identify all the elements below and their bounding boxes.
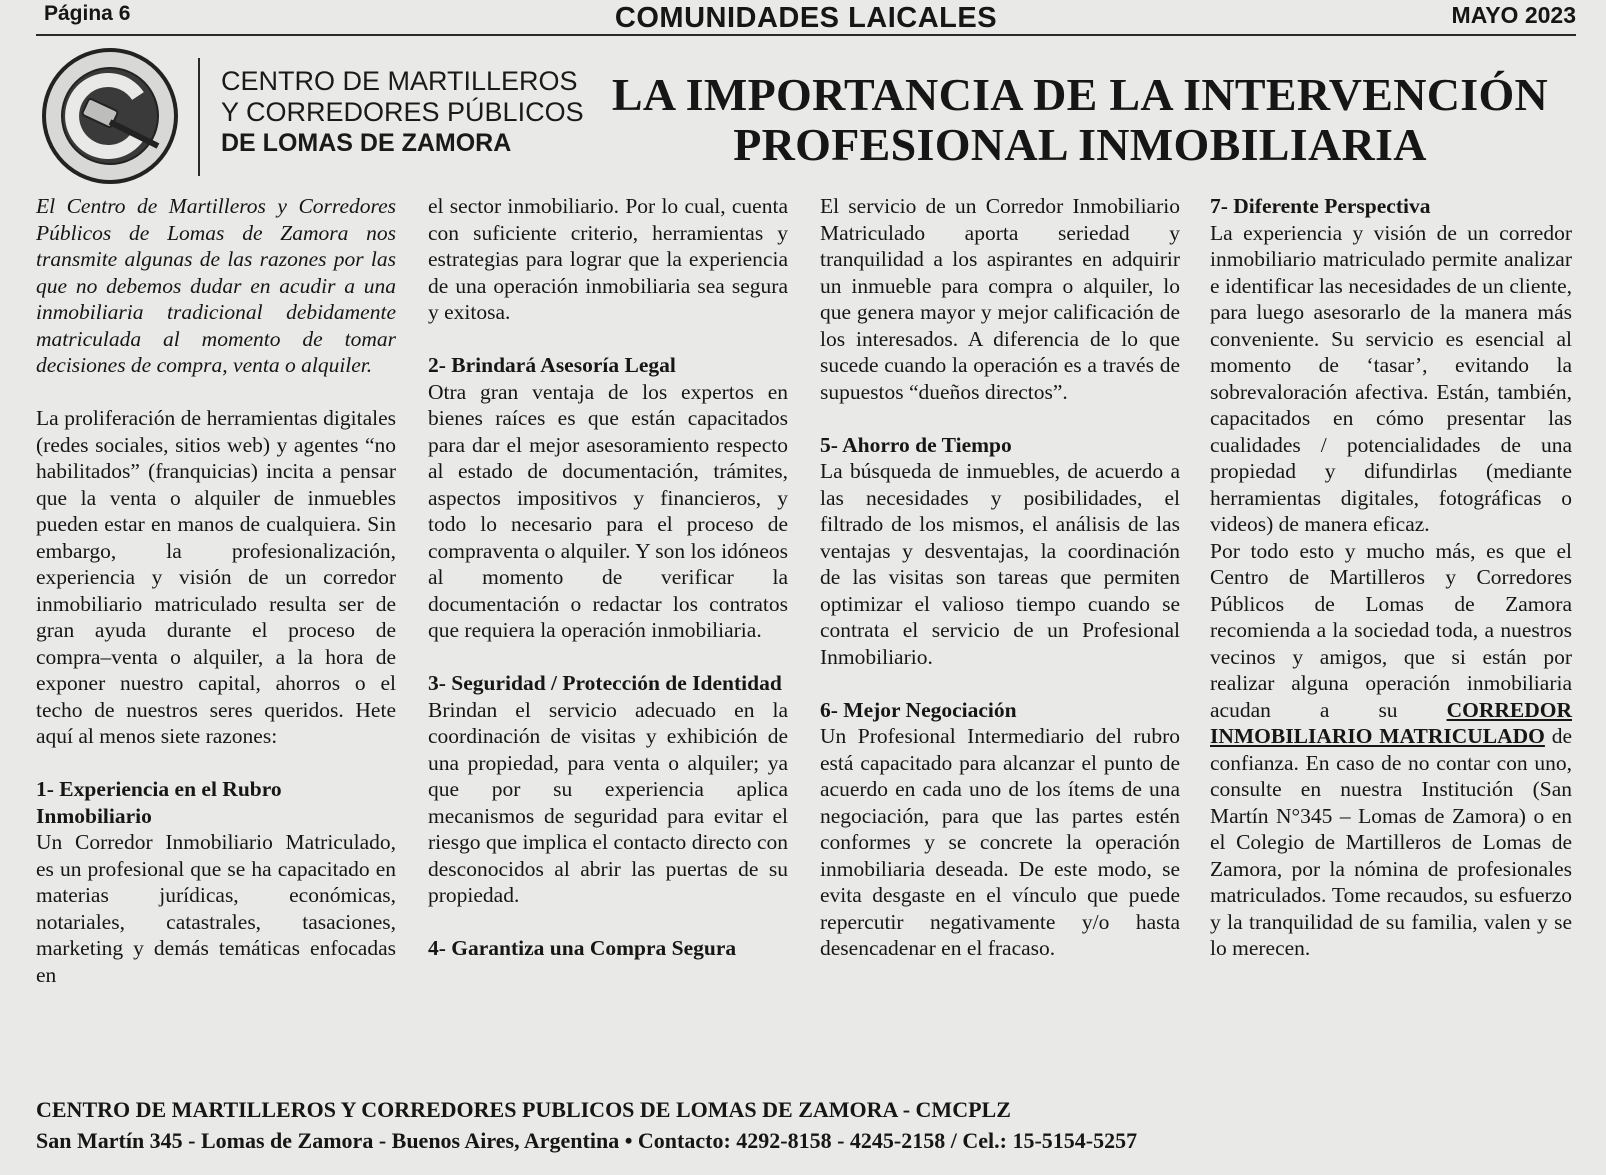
paragraph: Brindan el servicio adecuado en la coordinación de visitas y exhibición de una propiedad, para venta o alquiler; ya que por su experiencia aplica mecanismos de seguridad para evitar el riesgo que implica el contacto directo con desconocidos al abrir las puertas de su propiedad. bbox=[428, 697, 788, 907]
footer-org-line: CENTRO DE MARTILLEROS Y CORREDORES PUBLICOS DE LOMAS DE ZAMORA - CMCPLZ bbox=[36, 1097, 1011, 1122]
page-number: Página 6 bbox=[44, 2, 131, 25]
article-column-2 bbox=[428, 193, 788, 962]
section-heading-2: 2- Brindará Asesoría Legal bbox=[428, 353, 676, 377]
closing-text: de confianza. En caso de no contar con uno, consulte en nuestra Institución (San Martín N°345 – Lomas de Zamora) o en el Colegio de Martilleros de Lomas de Zamora, por la nómina de profesionales matriculados. Tome recaudos, su esfuerzo y la tranquilidad de su familia, valen y se lo merecen. bbox=[1210, 724, 1572, 960]
section-heading-4: 4- Garantiza una Compra Segura bbox=[428, 936, 737, 960]
paragraph: El servicio de un Corredor Inmobiliario Matriculado aporta seriedad y tranquilidad a los aspirantes en adquirir un inmueble para compra o alquiler, lo que genera mayor y mejor calificación de los interesados. A diferencia de lo que sucede cuando la operación es a través de supuestos “dueños directos”. bbox=[820, 194, 1180, 404]
headline-line: PROFESIONAL INMOBILIARIA bbox=[733, 119, 1427, 170]
paragraph: La proliferación de herramientas digitales (redes sociales, sitios web) y agentes “no habilitados” (franquicias) incita a pensar que la venta o alquiler de inmuebles pueden estar en manos de cualquiera. Sin embargo, la profesionalización, experiencia y visión de un corredor inmobiliario matriculado resulta ser de gran ayuda durante el proceso de compra–venta o alquiler, a la hora de exponer nuestro capital, ahorros o el techo de nuestros seres queridos. Hete aquí al menos siete razones: bbox=[36, 406, 396, 748]
article-column-4 bbox=[1210, 193, 1572, 962]
org-line: CENTRO DE MARTILLEROS bbox=[221, 66, 578, 96]
header-divider bbox=[36, 34, 1576, 36]
section-title: COMUNIDADES LAICALES bbox=[614, 2, 998, 34]
org-line: Y CORREDORES PÚBLICOS bbox=[221, 97, 584, 127]
page-footer bbox=[36, 1094, 1576, 1156]
org-line: DE LOMAS DE ZAMORA bbox=[221, 129, 512, 157]
article-headline bbox=[600, 70, 1560, 170]
closing-text: Por todo esto y mucho más, es que el Centro de Martilleros y Corredores Públicos de Lomas de Zamora recomienda a la sociedad toda, a nuestros vecinos y amigos, que si están por realizar alguna operación inmobiliaria acudan a su bbox=[1210, 538, 1572, 722]
closing-paragraph bbox=[1210, 538, 1572, 962]
paragraph: La experiencia y visión de un corredor inmobiliario matriculado permite analizar e identificar las necesidades de un cliente, para luego asesorarlo de la manera más conveniente. Su servicio es esencial al momento de ‘tasar’, evitando la sobrevaloración afectiva. Están, también, capacitados en cómo presentar las cualidades / potencialidades de una propiedad y difundirlas (mediante herramientas digitales, fotográficas o videos) de manera eficaz. bbox=[1210, 220, 1572, 536]
section-heading-3: 3- Seguridad / Protección de Identidad bbox=[428, 671, 782, 695]
section-heading-7: 7- Diferente Perspectiva bbox=[1210, 194, 1431, 218]
paragraph: La búsqueda de inmuebles, de acuerdo a las necesidades y posibilidades, el filtrado de los mismos, el análisis de las ventajas y desventajas, la coordinación de las visitas son tareas que permiten optimizar el valioso tiempo cuando se contrata el servicio de un Profesional Inmobiliario. bbox=[820, 459, 1180, 669]
emphasis-text: CORREDOR INMOBILIARIO MATRICULADO bbox=[1210, 697, 1572, 748]
paragraph: Otra gran ventaja de los expertos en bienes raíces es que están capacitados para dar el mejor asesoramiento respecto al estado de documentación, trámites, aspectos impositivos y financieros, y todo lo necesario para el proceso de compraventa o alquiler. Y son los idóneos al momento de verificar la documentación o redactar los contratos que requiera la operación inmobiliaria. bbox=[428, 379, 788, 642]
headline-line: LA IMPORTANCIA DE LA INTERVENCIÓN bbox=[611, 69, 1549, 120]
section-heading-6: 6- Mejor Negociación bbox=[820, 697, 1017, 722]
paragraph: Un Profesional Intermediario del rubro está capacitado para alcanzar el punto de acuerdo en cada uno de los ítems de una negociación, para que las partes estén conformes y se concrete la operación inmobiliaria deseada. De este modo, se evita desgaste en el vínculo que puede repercutir negativamente y/o hasta desencadenar en el fracaso. bbox=[820, 724, 1180, 960]
issue-date: MAYO 2023 bbox=[1451, 2, 1576, 28]
cmcplz-seal-logo bbox=[40, 46, 180, 186]
intro-paragraph: El Centro de Martilleros y Corredores Públicos de Lomas de Zamora nos transmite algunas de las razones por las que no debemos dudar en acudir a una inmobiliaria tradicional debidamente matriculada al momento de tomar decisiones de compra, venta o alquiler. bbox=[36, 194, 396, 377]
article-column-1 bbox=[36, 193, 396, 988]
section-heading-5: 5- Ahorro de Tiempo bbox=[820, 432, 1012, 457]
paragraph: el sector inmobiliario. Por lo cual, cuenta con suficiente criterio, herramientas y estrategias para lograr que la experiencia de una operación inmobiliaria sea segura y exitosa. bbox=[428, 194, 788, 324]
logo-divider bbox=[198, 58, 200, 176]
page-header bbox=[36, 0, 1576, 34]
paragraph: Un Corredor Inmobiliario Matriculado, es un profesional que se ha capacitado en materias jurídicas, económicas, notariales, catastrales, tasaciones, marketing y demás temáticas enfocadas en bbox=[36, 830, 396, 987]
footer-contact-line: San Martín 345 - Lomas de Zamora - Buenos Aires, Argentina • Contacto: 4292-8158 - 4245-2158 / Cel.: 15-5154-5257 bbox=[36, 1128, 1138, 1153]
section-heading-1: 1- Experiencia en el Rubro Inmobiliario bbox=[36, 777, 282, 828]
article-column-3 bbox=[820, 193, 1180, 962]
organization-name bbox=[221, 66, 584, 159]
